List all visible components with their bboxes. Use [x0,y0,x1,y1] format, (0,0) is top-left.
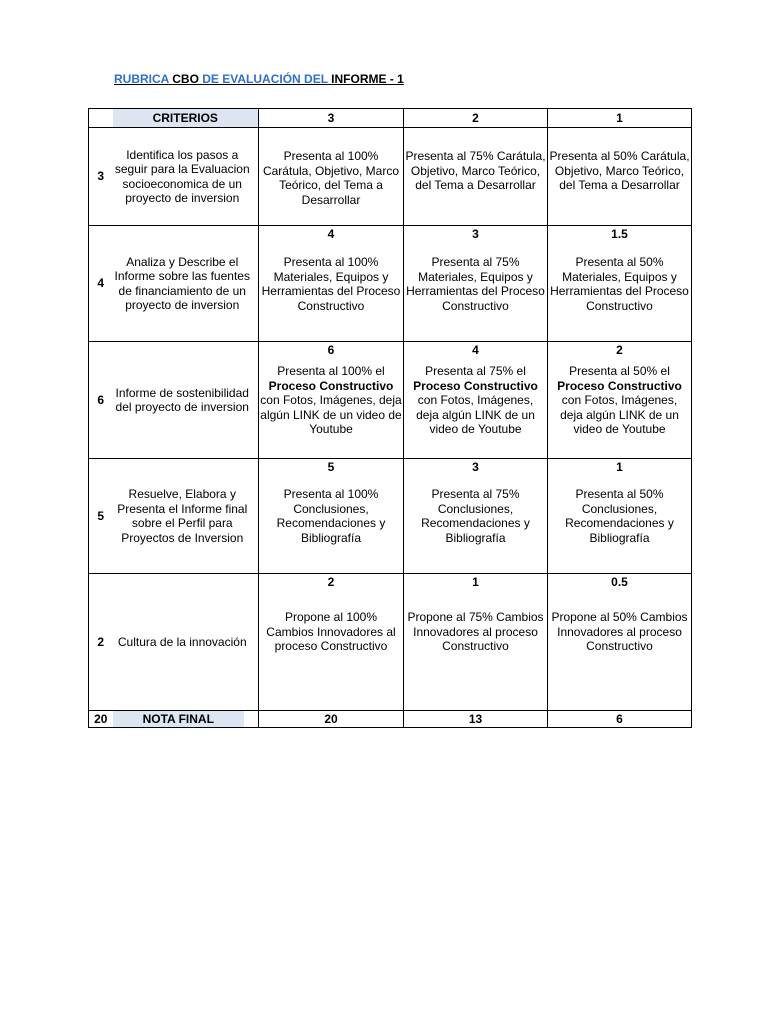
rubric-table [88,108,692,728]
title-rubrica: RUBRICA [114,72,169,86]
row-cell-col1 [259,226,404,342]
row-score: 1.5 [611,227,628,241]
row-desc: Presenta al 75% Conclusiones, Recomendaciones y Bibliografía [421,487,530,545]
header-score-col1: 3 [259,109,404,128]
document-title [114,72,404,86]
row-weight: 3 [89,128,113,226]
row-score: 2 [327,575,335,589]
row-cell-col2 [404,574,548,711]
row-weight: 4 [89,226,113,342]
row-cell-col2 [404,226,548,342]
title-evaluacion: DE EVALUACIÓN DEL [202,72,328,86]
row-desc: Propone al 75% Cambios Innovadores al proceso Constructivo [407,610,544,653]
row-desc: Presenta al 100% Materiales, Equipos y Herramientas del Proceso Constructivo [261,255,401,313]
row-desc: Presenta al 50% Materiales, Equipos y Herramientas del Proceso Constructivo [550,255,689,313]
row-score: 6 [327,343,335,357]
row-desc: Presenta al 75% Materiales, Equipos y Herramientas del Proceso Constructivo [406,255,545,313]
row-score: 0.5 [611,575,628,589]
row-score: 3 [472,460,479,474]
row-weight: 5 [89,459,113,574]
row-desc-col1: Presenta al 100% Carátula, Objetivo, Marco Teórico, del Tema a Desarrollar [259,128,404,226]
header-weight-cell [89,109,113,128]
table-row [89,226,692,342]
row-cell-col3 [548,226,692,342]
row-criterion: Analiza y Describe el Informe sobre las fuentes de financiamiento de un proyecto de inversion [113,226,259,342]
row-score: 3 [472,227,479,241]
row-score: 5 [327,460,335,474]
row-score: 4 [472,343,479,357]
header-criterios-cell [113,109,259,128]
row-score: 2 [616,343,623,357]
row-desc: Presenta al 75% el Proceso Constructivo con Fotos, Imágenes, deja algún LINK de un video de Youtube [413,364,538,436]
row-score: 1 [472,575,479,589]
final-value-col3: 6 [548,711,692,728]
row-cell-col1 [259,342,404,459]
row-weight: 6 [89,342,113,459]
row-score: 1 [616,460,623,474]
row-desc: Propone al 100% Cambios Innovadores al proceso Constructivo [266,610,396,653]
row-cell-col3 [548,342,692,459]
row-criterion: Identifica los pasos a seguir para la Evaluacion socioeconomica de un proyecto de inversion [113,128,259,226]
nota-final-label: NOTA FINAL [113,711,245,727]
table-row [89,459,692,574]
row-desc: Presenta al 50% el Proceso Constructivo con Fotos, Imágenes, deja algún LINK de un video de Youtube [557,364,682,436]
table-row [89,128,692,226]
row-desc-col3: Presenta al 50% Carátula, Objetivo, Marco Teórico, del Tema a Desarrollar [548,128,692,226]
final-total-weight: 20 [89,711,113,728]
header-score-col2: 2 [404,109,548,128]
row-criterion: Resuelve, Elabora y Presenta el Informe final sobre el Perfil para Proyectos de Inversion [113,459,259,574]
final-value-col2: 13 [404,711,548,728]
row-cell-col1 [259,574,404,711]
row-desc: Presenta al 100% Conclusiones, Recomendaciones y Bibliografía [276,487,386,545]
row-desc: Presenta al 50% Conclusiones, Recomendaciones y Bibliografía [565,487,674,545]
row-criterion: Cultura de la innovación [113,574,259,711]
row-cell-col3 [548,459,692,574]
final-label-cell [113,711,259,728]
row-desc: Presenta al 100% el Proceso Constructivo con Fotos, Imágenes, deja algún LINK de un video de Youtube [260,364,402,436]
title-informe: INFORME - 1 [331,72,404,86]
final-row [89,711,692,728]
criterios-label: CRITERIOS [113,109,259,127]
row-criterion: Informe de sostenibilidad del proyecto de inversion [113,342,259,459]
row-cell-col2 [404,342,548,459]
table-row [89,574,692,711]
title-cbo: CBO [172,72,199,86]
header-row [89,109,692,128]
row-cell-col3 [548,574,692,711]
row-desc: Propone al 50% Cambios Innovadores al proceso Constructivo [551,610,688,653]
row-score: 4 [327,227,335,241]
final-value-col1: 20 [259,711,404,728]
header-score-col3: 1 [548,109,692,128]
row-cell-col1 [259,459,404,574]
table-row [89,342,692,459]
row-weight: 2 [89,574,113,711]
row-desc-col2: Presenta al 75% Carátula, Objetivo, Marco Teórico, del Tema a Desarrollar [404,128,548,226]
row-cell-col2 [404,459,548,574]
